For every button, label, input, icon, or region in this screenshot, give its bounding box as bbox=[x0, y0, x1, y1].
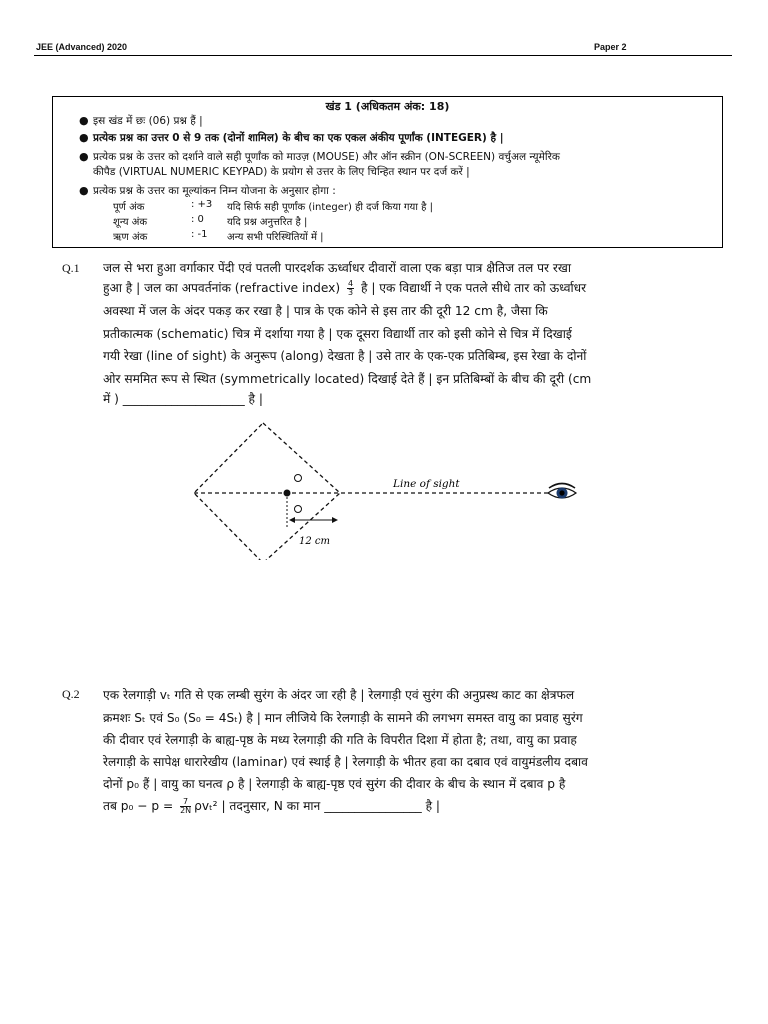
marking-desc-zero: यदि प्रश्न अनुत्तरित है | bbox=[227, 217, 308, 228]
q2-line-4: रेलगाड़ी के सापेक्ष धारारेखीय (laminar) एवं स्थाई है | रेलगाड़ी के भीतर हवा का दबाव एवं वायुमंडलीय दबाव bbox=[103, 755, 588, 769]
marking-value-zero: : 0 bbox=[191, 214, 204, 225]
image-circle-upper bbox=[295, 475, 302, 482]
bullet-icon: ● bbox=[79, 114, 89, 127]
instruction-text: प्रत्येक प्रश्न का उत्तर 0 से 9 तक (दोनों शामिल) के बीच का एक एकल अंकीय पूर्णांक (INTEGER) है | bbox=[93, 132, 504, 144]
instruction-bullet-4 bbox=[79, 184, 336, 198]
q1-line-2-end: है | एक विद्यार्थी ने एक पतले सीधे तार को ऊर्ध्वाधर bbox=[360, 281, 587, 295]
question-number-2: Q.2 bbox=[62, 687, 80, 701]
eye-icon bbox=[548, 484, 576, 499]
marking-value-negative: : -1 bbox=[191, 229, 208, 240]
instruction-text: प्रत्येक प्रश्न के उत्तर को दर्शाने वाले सही पूर्णांक को माउज़ (MOUSE) और ऑन स्क्रीन (ON-SCREEN) वर्चुअल न्यूमेरिक bbox=[93, 151, 560, 163]
section-instructions-box bbox=[52, 96, 723, 248]
instruction-text: प्रत्येक प्रश्न के उत्तर का मूल्यांकन निम्न योजना के अनुसार होगा : bbox=[93, 185, 336, 197]
q1-line-4: प्रतीकात्मक (schematic) चित्र में दर्शाया गया है | एक दूसरा विद्यार्थी तार को इसी कोने से चित्र में दिखाई bbox=[103, 327, 572, 341]
bullet-icon: ● bbox=[79, 184, 89, 197]
q1-line-2 bbox=[103, 279, 586, 297]
q1-line-2-start: हुआ है | जल का अपवर्तनांक (refractive index) bbox=[103, 281, 341, 295]
bullet-icon: ● bbox=[79, 131, 89, 144]
q2-equation-end: ρvₜ² | तदनुसार, N का मान ________________ है | bbox=[194, 799, 441, 813]
marking-value-full: : +3 bbox=[191, 199, 213, 210]
section-title: खंड 1 (अधिकतम अंक: 18) bbox=[325, 100, 450, 113]
instruction-text: इस खंड में छः (06) प्रश्न हैं | bbox=[93, 115, 203, 127]
marking-desc-negative: अन्य सभी परिस्थितियों में | bbox=[227, 232, 324, 243]
q1-schematic-figure bbox=[180, 415, 600, 560]
q1-line-1: जल से भरा हुआ वर्गाकार पेंदी एवं पतली पारदर्शक ऊर्ध्वाधर दीवारों वाला एक बड़ा पात्र क्षैतिज तल पर रखा bbox=[103, 261, 572, 275]
question-number-1: Q.1 bbox=[62, 261, 80, 275]
q1-line-6: ओर सममित रूप से स्थित (symmetrically located) दिखाई देते हैं | इन प्रतिबिम्बों के बीच की दूरी (cm bbox=[103, 372, 592, 386]
distance-label: 12 cm bbox=[299, 536, 330, 547]
instruction-bullet-3 bbox=[79, 150, 560, 164]
q2-line-2: क्रमशः Sₜ एवं S₀ (S₀ = 4Sₜ) है | मान लीजिये कि रेलगाड़ी के सामने की लगभग समस्त वायु का प्रवाह सुरंग bbox=[103, 711, 583, 725]
q2-line-3: की दीवार एवं रेलगाड़ी के बाह्य-पृष्ठ के मध्य रेलगाड़ी की गति के विपरीत दिशा में होता है; तथा, वायु का प्रवाह bbox=[103, 733, 577, 747]
instruction-bullet-1 bbox=[79, 114, 203, 128]
q2-line-5: दोनों p₀ हैं | वायु का घनत्व ρ है | रेलगाड़ी के बाह्य-पृष्ठ एवं सुरंग की दीवार के बीच के स्थान में दबाव p है bbox=[103, 777, 566, 791]
q1-line-7: में ) ____________________ है | bbox=[103, 392, 263, 406]
wire-dot bbox=[284, 490, 291, 497]
fraction-numerator: 4 bbox=[348, 279, 354, 288]
header-paper: Paper 2 bbox=[594, 42, 627, 52]
instruction-bullet-3-continued: कीपैड (VIRTUAL NUMERIC KEYPAD) के प्रयोग से उत्तर के लिए चिन्हित स्थान पर दर्ज करें | bbox=[93, 166, 470, 178]
q2-line-1: एक रेलगाड़ी vₜ गति से एक लम्बी सुरंग के अंदर जा रही है | रेलगाड़ी एवं सुरंग की अनुप्रस्थ काट का क्षेत्रफल bbox=[103, 688, 575, 702]
header-exam-name: JEE (Advanced) 2020 bbox=[36, 42, 128, 52]
marking-label-negative: ऋण अंक bbox=[113, 232, 148, 243]
fraction-denominator: 2N bbox=[180, 806, 192, 815]
marking-label-zero: शून्य अंक bbox=[113, 217, 148, 228]
equation-fraction bbox=[180, 798, 191, 815]
fraction-numerator: 7 bbox=[180, 798, 191, 807]
marking-desc-full: यदि सिर्फ सही पूर्णांक (integer) ही दर्ज किया गया है | bbox=[227, 202, 433, 213]
fraction-denominator: 3 bbox=[348, 288, 354, 297]
marking-label-full: पूर्ण अंक bbox=[113, 202, 145, 213]
q1-line-3: अवस्था में जल के अंदर पकड़ कर रखा है | पात्र के एक कोने से इस तार की दूरी 12 cm है, जैसा कि bbox=[103, 304, 548, 318]
line-of-sight-label: Line of sight bbox=[393, 478, 460, 490]
q2-equation-start: तब p₀ − p = bbox=[103, 799, 174, 813]
instruction-bullet-2 bbox=[79, 131, 504, 145]
q1-line-5: गयी रेखा (line of sight) के अनुरूप (along) देखता है | उसे तार के एक-एक प्रतिबिम्ब, इस रेखा के दोनों bbox=[103, 349, 587, 363]
refractive-index-fraction bbox=[347, 280, 354, 297]
q2-line-6 bbox=[103, 797, 440, 815]
image-circle-lower bbox=[295, 506, 302, 513]
bullet-icon: ● bbox=[79, 150, 89, 163]
header-divider bbox=[34, 55, 732, 56]
